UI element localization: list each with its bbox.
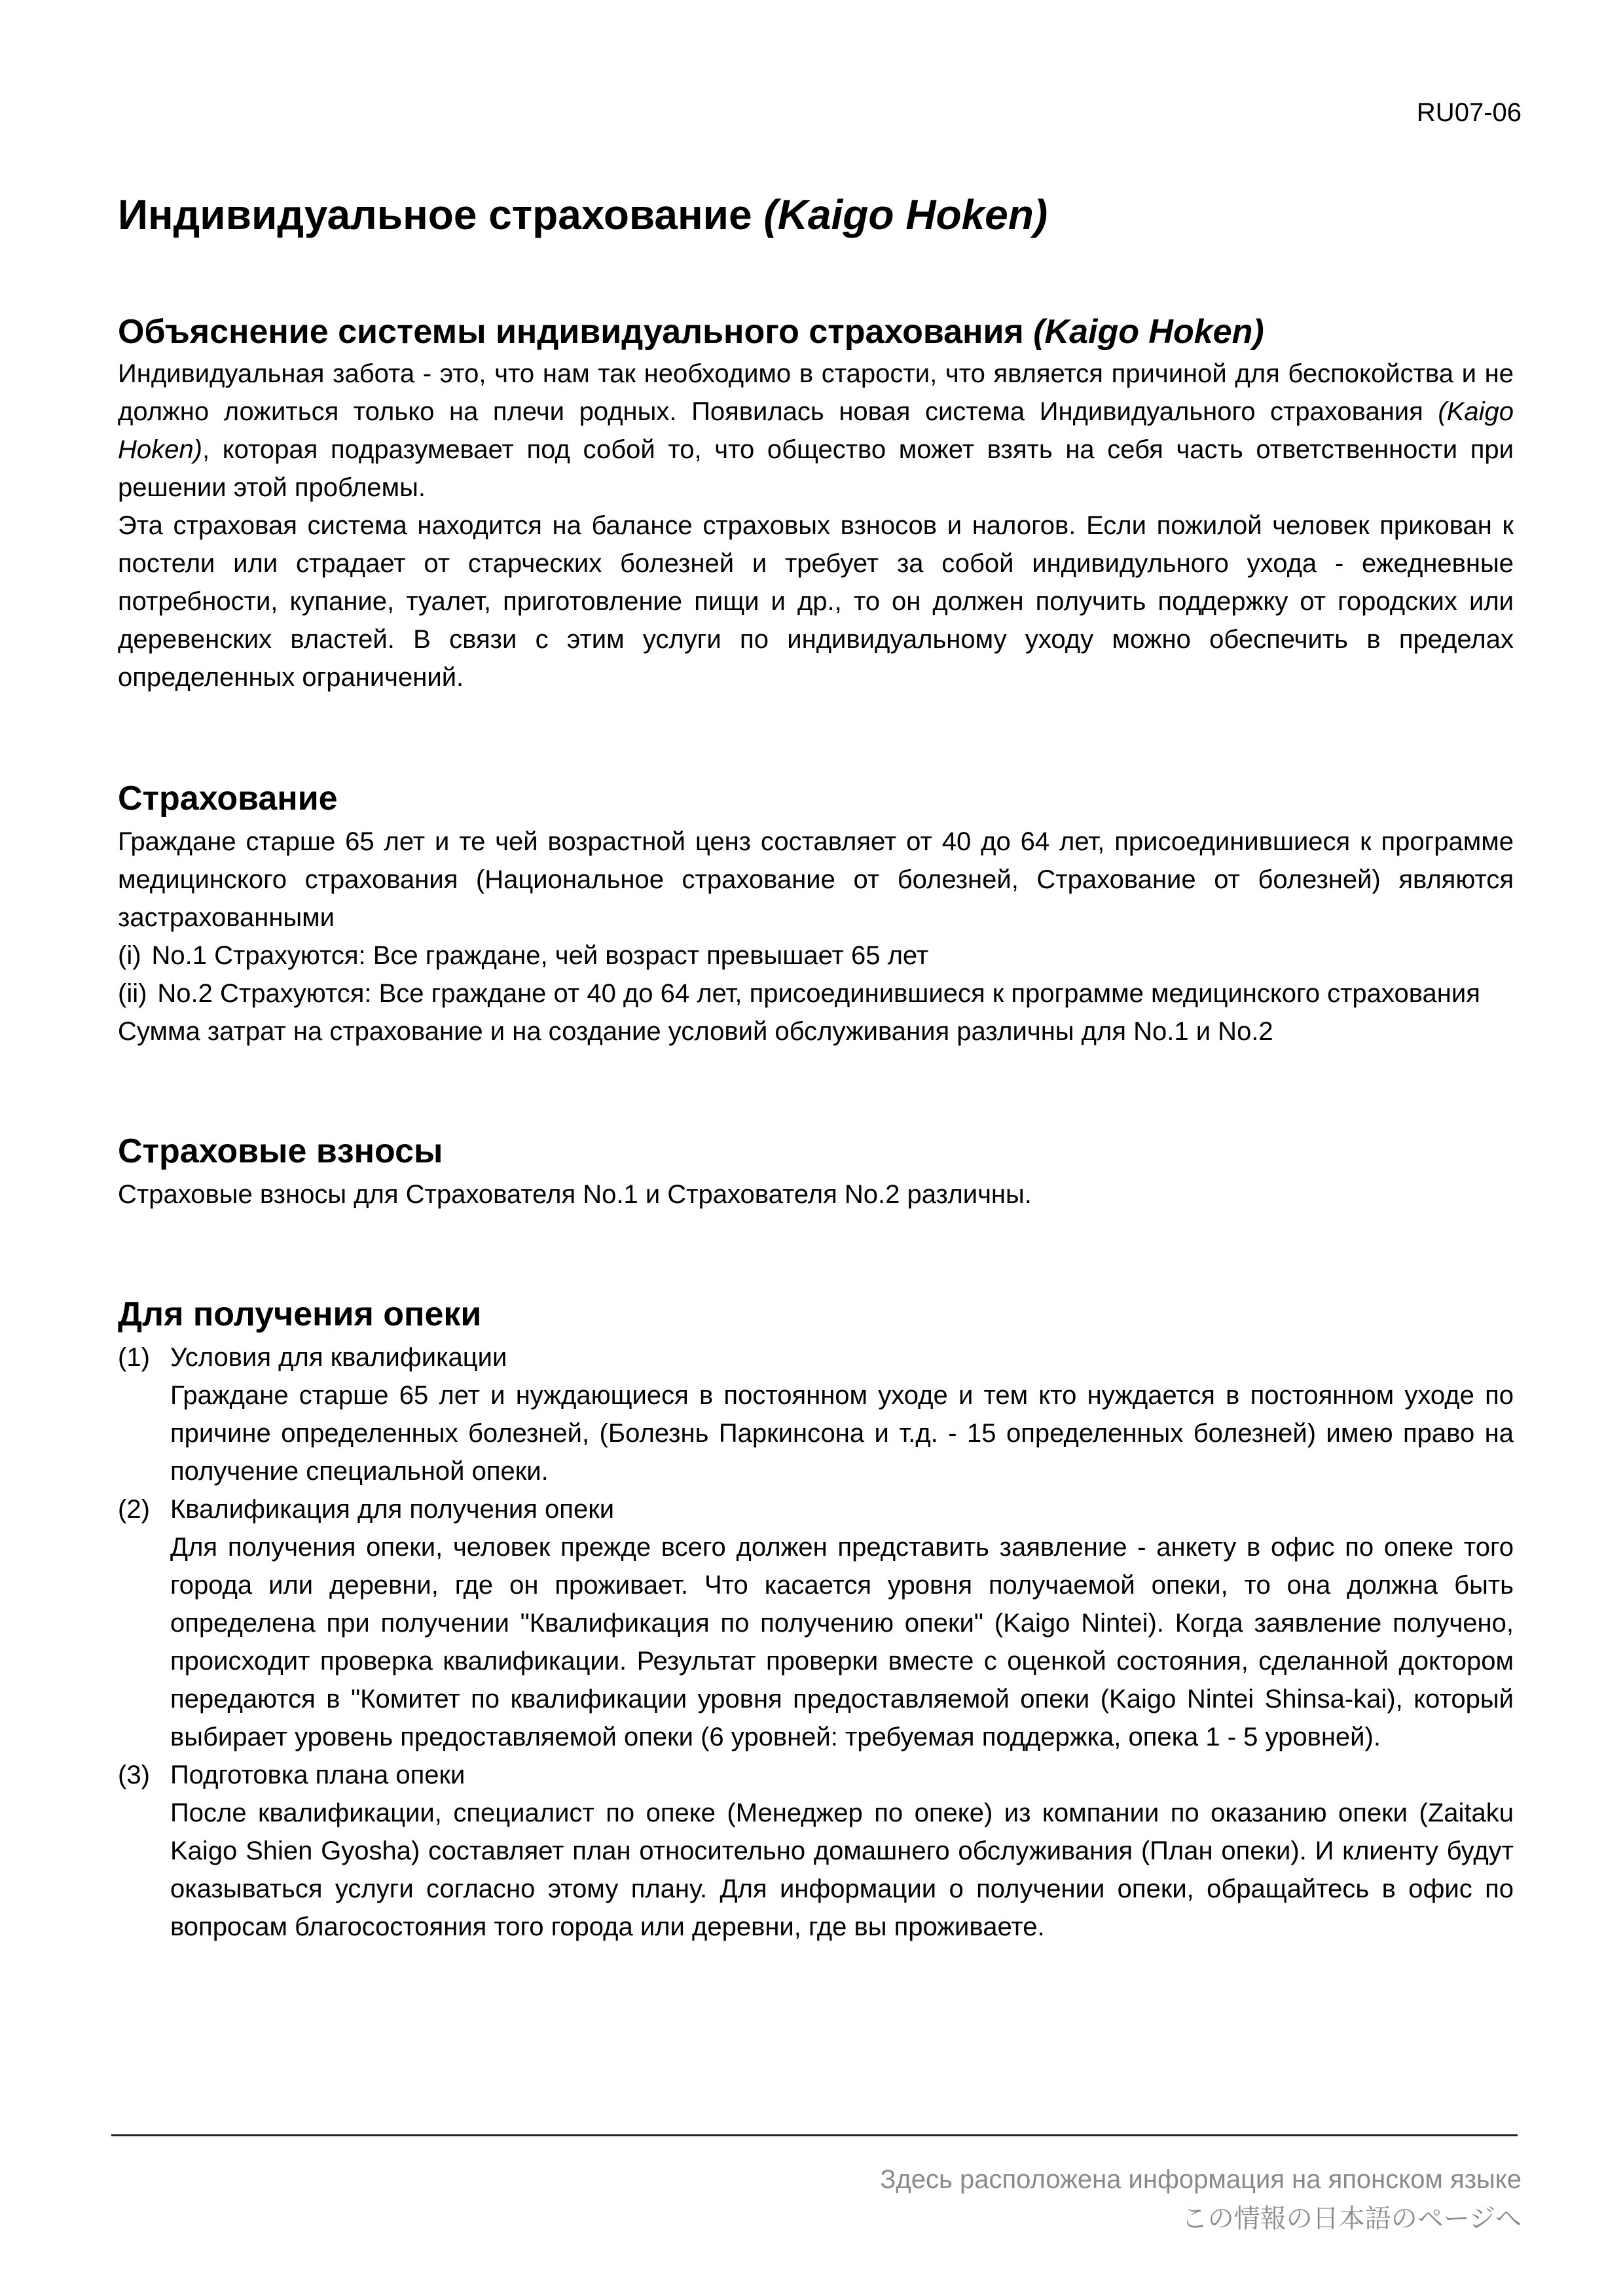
explanation-p1-part-a: Индивидуальная забота - это, что нам так необходимо в старости, что является причиной для беспокойства и не должно ложиться только на плечи родных. Появилась новая система Индивидуального страхования <box>118 359 1514 426</box>
explanation-paragraph-2: Эта страховая система находится на балансе страховых взносов и налогов. Если пожилой человек прикован к постели или страдает от старческих болезней и требует за собой индивидульного ухода - ежедневные потребности, купание, туалет, приготовление пищи и др., то он должен получить поддержку от городских или деревенских властей. В связи с этим услуги по индивидуальному уходу можно обеспечить в пределах определенных ограничений. <box>118 511 1514 692</box>
section-heading-explanation-text: Объяснение системы индивидуального страхования <box>118 312 1034 351</box>
document-code: RU07-06 <box>1416 98 1522 127</box>
insurance-item-2-number: (ii) <box>118 978 147 1008</box>
care-item-1-number: (1) <box>118 1342 150 1372</box>
page-title <box>118 190 1514 240</box>
explanation-paragraph-1 <box>118 355 1514 507</box>
page-title-italic: (Kaigo Hoken) <box>763 191 1048 238</box>
explanation-p1-italic: (Kaigo Hoken) <box>118 397 1514 464</box>
section-heading-care: Для получения опеки <box>118 1295 482 1333</box>
section-heading-explanation <box>118 311 1514 353</box>
premiums-paragraph: Страховые взносы для Страхователя No.1 и Страхователя No.2 различны. <box>118 1179 1032 1209</box>
insurance-item-1-number: (i) <box>118 941 141 970</box>
care-item-3 <box>118 1756 1514 1946</box>
footer <box>880 2160 1522 2238</box>
insurance-item-1-text: No.1 Страхуются: Все граждане, чей возраст превышает 65 лет <box>151 941 929 970</box>
explanation-p1-part-b: , которая подразумевает под собой то, что общество может взять на себя часть ответственности при решении этой проблемы. <box>118 435 1514 502</box>
care-item-2-label: Квалификация для получения опеки <box>170 1494 615 1524</box>
care-item-3-number: (3) <box>118 1760 150 1789</box>
section-heading-premiums: Страховые взносы <box>118 1132 443 1170</box>
care-item-1-body: Граждане старше 65 лет и нуждающиеся в постоянном уходе и тем кто нуждается в постоянном уходе по причине определенных болезней, (Болезнь Паркинсона и т.д. - 15 определенных болезней) имею право на получение специальной опеки. <box>170 1380 1514 1486</box>
care-item-2 <box>118 1490 1514 1756</box>
insurance-item-2-text: No.2 Страхуются: Все граждане от 40 до 64 лет, присоединившиеся к программе медицинского страхования <box>157 978 1480 1008</box>
japanese-info-link-jp[interactable]: この情報の日本語のページへ <box>1181 2204 1522 2234</box>
insurance-paragraph-2: Сумма затрат на страхование и на создание условий обслуживания различны для No.1 и No.2 <box>118 1016 1273 1046</box>
page-title-text: Индивидуальное страхование <box>118 191 764 238</box>
care-item-3-body: После квалификации, специалист по опеке (Менеджер по опеке) из компании по оказанию опеки (Zaitaku Kaigo Shien Gyosha) составляет план относительно домашнего обслуживания (План опеки). И клиенту будут оказываться услуги согласно этому плану. Для информации о получении опеки, обращайтесь в офис по вопросам благосостояния того города или деревни, где вы проживаете. <box>170 1798 1514 1941</box>
care-item-2-body: Для получения опеки, человек прежде всего должен представить заявление - анкету в офис по опеке того города или деревни, где он проживает. Что касается уровня получаемой опеки, то она должна быть определена при получении "Квалификация по получению опеки" (Kaigo Nintei). Когда заявление получено, происходит проверка квалификации. Результат проверки вместе с оценкой состояния, сделанной доктором передаются в "Комитет по квалификации уровня предоставляемой опеки (Kaigo Nintei Shinsa-kai), который выбирает уровень предоставляемой опеки (6 уровней: требуемая поддержка, опека 1 - 5 уровней). <box>170 1532 1514 1751</box>
section-heading-explanation-italic: (Kaigo Hoken) <box>1033 312 1264 351</box>
document-content <box>118 190 1514 1946</box>
care-item-1-label: Условия для квалификации <box>170 1342 507 1372</box>
insurance-item-2 <box>118 975 1514 1013</box>
section-heading-insurance: Страхование <box>118 779 338 817</box>
japanese-info-link-ru[interactable]: Здесь расположена информация на японском языке <box>880 2165 1522 2194</box>
insurance-paragraph-1: Граждане старше 65 лет и те чей возрастной ценз составляет от 40 до 64 лет, присоединившиеся к программе медицинского страхования (Национальное страхование от болезней, Страхование от болезней) являются застрахованными <box>118 827 1514 932</box>
insurance-item-1 <box>118 937 1514 975</box>
care-item-2-number: (2) <box>118 1494 150 1524</box>
footer-divider <box>111 2134 1518 2136</box>
care-item-3-label: Подготовка плана опеки <box>170 1760 465 1789</box>
care-item-1 <box>118 1338 1514 1490</box>
